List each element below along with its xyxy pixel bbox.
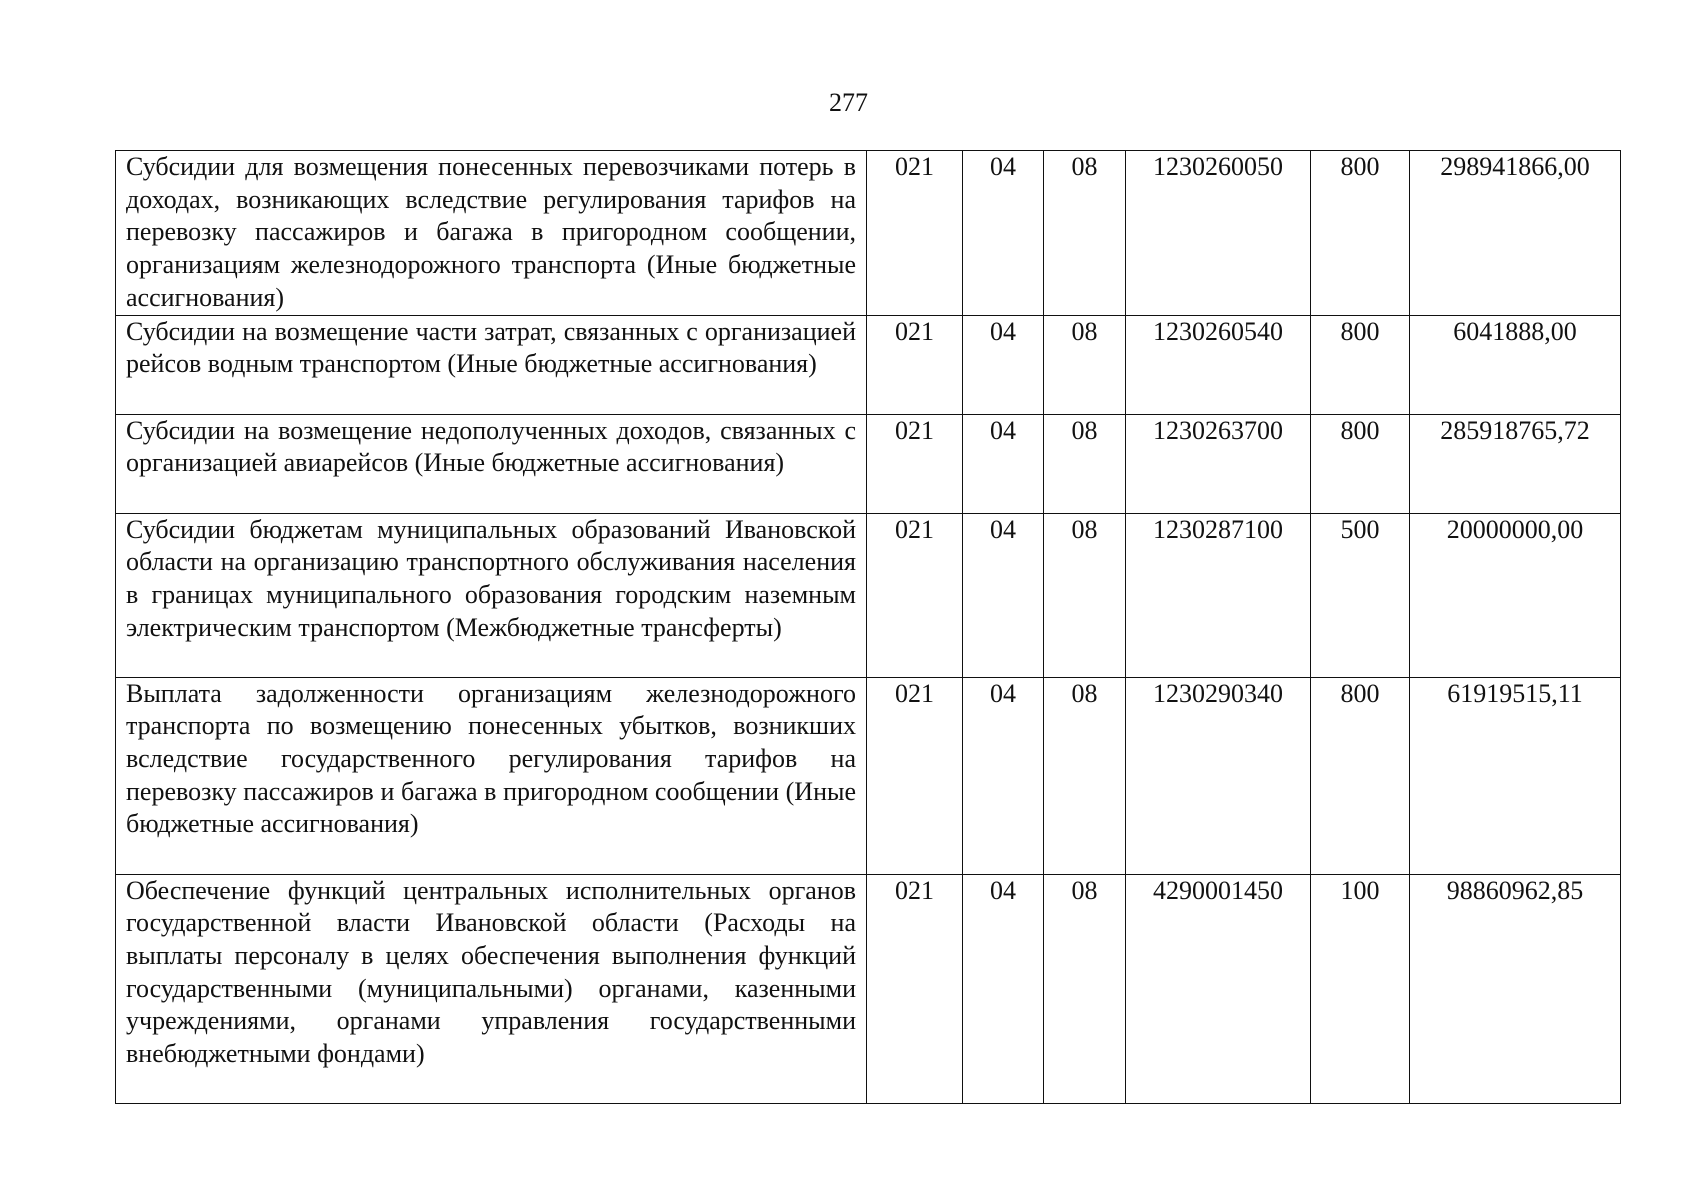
ministry-code: 021 xyxy=(867,513,963,677)
row-description: Субсидии на возмещение части затрат, связанных с организацией рейсов водным транспортом (Иные бюджетные ассигнования) xyxy=(116,315,867,414)
amount-value: 298941866,00 xyxy=(1410,151,1621,316)
section-code: 04 xyxy=(963,874,1044,1103)
budget-table xyxy=(115,150,1621,1104)
section-code: 04 xyxy=(963,513,1044,677)
row-description: Выплата задолженности организациям железнодорожного транспорта по возмещению понесенных убытков, возникших вследствие государственного регулирования тарифов на перевозку пассажиров и багажа в пригородном сообщении (Иные бюджетные ассигнования) xyxy=(116,677,867,874)
expense-type-code: 800 xyxy=(1311,677,1410,874)
row-description: Субсидии для возмещения понесенных перевозчиками потерь в доходах, возникающих вследствие регулирования тарифов на перевозку пассажиров и багажа в пригородном сообщении, организациям железнодорожного транспорта (Иные бюджетные ассигнования) xyxy=(116,151,867,316)
subsection-code: 08 xyxy=(1044,677,1126,874)
expense-type-code: 800 xyxy=(1311,151,1410,316)
ministry-code: 021 xyxy=(867,315,963,414)
expense-type-code: 800 xyxy=(1311,414,1410,513)
expense-type-code: 100 xyxy=(1311,874,1410,1103)
ministry-code: 021 xyxy=(867,677,963,874)
target-article-code: 1230290340 xyxy=(1126,677,1311,874)
subsection-code: 08 xyxy=(1044,151,1126,316)
table-row xyxy=(116,874,1621,1103)
target-article-code: 1230260540 xyxy=(1126,315,1311,414)
row-description: Субсидии на возмещение недополученных доходов, связанных с организацией авиарейсов (Иные бюджетные ассигнования) xyxy=(116,414,867,513)
section-code: 04 xyxy=(963,315,1044,414)
target-article-code: 4290001450 xyxy=(1126,874,1311,1103)
subsection-code: 08 xyxy=(1044,513,1126,677)
amount-value: 61919515,11 xyxy=(1410,677,1621,874)
target-article-code: 1230287100 xyxy=(1126,513,1311,677)
table-row xyxy=(116,414,1621,513)
amount-value: 98860962,85 xyxy=(1410,874,1621,1103)
amount-value: 20000000,00 xyxy=(1410,513,1621,677)
section-code: 04 xyxy=(963,414,1044,513)
expense-type-code: 500 xyxy=(1311,513,1410,677)
subsection-code: 08 xyxy=(1044,874,1126,1103)
table-row xyxy=(116,513,1621,677)
expense-type-code: 800 xyxy=(1311,315,1410,414)
ministry-code: 021 xyxy=(867,414,963,513)
target-article-code: 1230260050 xyxy=(1126,151,1311,316)
section-code: 04 xyxy=(963,677,1044,874)
table-row xyxy=(116,315,1621,414)
ministry-code: 021 xyxy=(867,151,963,316)
amount-value: 6041888,00 xyxy=(1410,315,1621,414)
target-article-code: 1230263700 xyxy=(1126,414,1311,513)
subsection-code: 08 xyxy=(1044,315,1126,414)
table-row xyxy=(116,677,1621,874)
ministry-code: 021 xyxy=(867,874,963,1103)
row-description: Обеспечение функций центральных исполнительных органов государственной власти Ивановской области (Расходы на выплаты персоналу в целях обеспечения выполнения функций государственными (муниципальными) органами, казенными учреждениями, органами управления государственными внебюджетными фондами) xyxy=(116,874,867,1103)
table-row xyxy=(116,151,1621,316)
subsection-code: 08 xyxy=(1044,414,1126,513)
row-description: Субсидии бюджетам муниципальных образований Ивановской области на организацию транспортного обслуживания населения в границах муниципального образования городским наземным электрическим транспортом (Межбюджетные трансферты) xyxy=(116,513,867,677)
section-code: 04 xyxy=(963,151,1044,316)
page-number: 277 xyxy=(829,88,868,117)
amount-value: 285918765,72 xyxy=(1410,414,1621,513)
